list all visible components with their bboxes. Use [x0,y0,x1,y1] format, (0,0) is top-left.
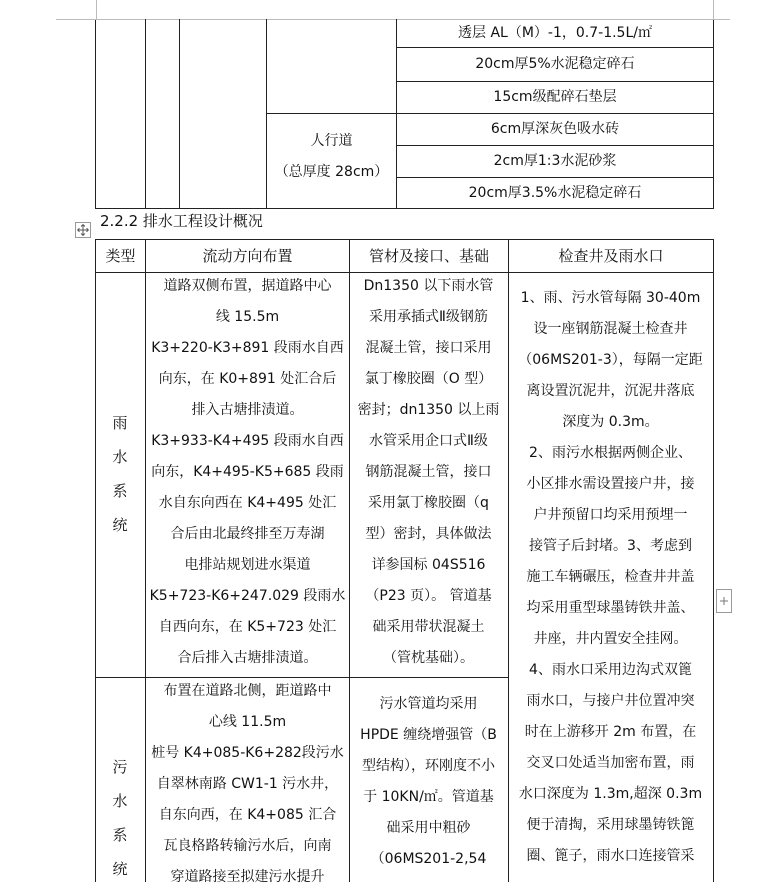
text-line: 于 10KN/㎡。管道基 [363,789,494,805]
sidewalk-label: 人行道 [310,132,353,149]
text-line: 污水管道均采用 [379,696,478,712]
text-line: 自东向西，在 K4+085 汇合 [158,807,337,823]
type-char: 统 [112,860,128,878]
text-line: 深度为 0.3m。 [562,414,659,430]
text-line: 道路双侧布置，据道路中心 [163,278,332,294]
sidewalk-thickness: （总厚度 28cm） [274,163,389,180]
text-line: 水管采用企口式Ⅱ级 [369,433,488,449]
type-char: 系 [112,826,128,844]
text-line: 型结构），环刚度不小 [362,758,495,774]
text-line: （06MS201-2,54 [370,851,487,867]
text-line: 型）密封，具体做法 [365,526,492,542]
type-char: 污 [112,758,128,776]
section-heading: 2.2.2 排水工程设计概况 [100,212,263,230]
text-line: 便于清掏，采用球墨铸铁篦 [526,817,695,833]
text-line: 采用承插式Ⅱ级钢筋 [369,309,488,325]
text-line: K3+220-K3+891 段雨水自西 [151,340,344,356]
col-divider [179,19,180,209]
header-inspection: 检查井及雨水口 [558,246,664,265]
layer-cell: 20cm厚5%水泥稳定碎石 [475,56,635,72]
text-line: 瓦良格路转输污水后，向南 [163,838,332,854]
header-flow: 流动方向布置 [202,246,293,265]
sewage-flow-text [147,676,348,893]
text-line: 向东，在 K0+891 处汇合后 [158,371,337,387]
text-line: 布置在道路北侧，距道路中 [163,683,332,699]
layer-cell: 透层 AL（M）-1，0.7-1.5L/㎡ [458,24,652,41]
table-bottom-edge [95,208,714,209]
text-line: 小区排水需设置接户井，接 [526,476,695,492]
text-line: 水口深度为 1.3m,超深 0.3m [518,786,703,802]
text-line: 心线 11.5m [208,714,287,730]
text-line: 向东，K4+495-K5+685 段雨 [151,464,344,480]
text-line: 离设置沉泥井，沉泥井落底 [526,383,695,399]
layer-cell: 20cm厚3.5%水泥稳定碎石 [468,184,642,201]
text-line: 自翠林南路 CW1-1 污水井， [156,776,339,792]
text-line: 合后由北最终排至万寿湖 [170,526,325,542]
text-line: 设一座钢筋混凝土检查井 [533,321,688,337]
text-line: 4、雨水口采用边沟式双篦 [529,662,692,678]
col-divider [713,19,714,209]
type-char: 水 [112,448,128,466]
move-cross-icon[interactable] [75,222,91,238]
sewage-type-label [107,750,133,886]
text-line: 采用氯丁橡胶圈（q [368,495,489,511]
text-line: 密封；dn1350 以上雨 [357,402,500,418]
text-line: 施工车辆碾压，检查井井盖 [526,569,695,585]
text-line: 交叉口处适当加密布置，雨 [526,755,695,771]
text-line: 水自东向西在 K4+495 处汇 [158,495,337,511]
layer-cell: 2cm厚1:3水泥砂浆 [493,153,617,169]
text-line: 圈、篦子，雨水口连接管采 [526,848,695,864]
rain-pipe-text [350,271,507,674]
text-line: 础采用中粗砂 [386,820,471,836]
text-line: K3+933-K4+495 段雨水自西 [151,433,344,449]
rain-flow-text [147,271,348,674]
col-divider [95,239,96,882]
text-line: HPDE 缠绕增强管（B [360,727,497,743]
text-line: 井座，井内置安全挂网。 [533,631,688,647]
text-line: 雨水口，与接户井位置冲突 [526,693,695,709]
text-line: 电排站规划进水渠道 [184,557,311,573]
crop-mark-left [56,0,97,20]
text-line: 自西向东，在 K5+723 处汇 [158,619,337,635]
text-line: （06MS201-3），每隔一定距 [518,352,703,368]
text-line: K5+723-K6+247.029 段雨水 [149,588,346,604]
layer-cell: 6cm厚深灰色吸水砖 [490,121,620,137]
text-line: 桩号 K4+085-K6+282段污水 [151,745,344,761]
sewage-pipe-text [350,689,507,875]
text-line: 2、雨污水根据两侧企业、 [529,445,692,461]
text-line: （管枕基础）。 [383,650,474,666]
text-line: 接管子后封堵。3、考虑到 [529,538,692,554]
col-divider [145,239,146,882]
text-line: 户井预留口均采用预埋一 [533,507,688,523]
header-pipe: 管材及接口、基础 [368,246,489,265]
text-line: 1、雨、污水管每隔 30-40m [520,290,701,306]
type-char: 雨 [112,414,128,432]
text-line: 穿道路接至拟建污水提升 [170,869,325,885]
col-divider [145,19,146,209]
text-line: 氯丁橡胶圈（O 型） [364,371,493,387]
type-char: 统 [112,516,128,534]
layer-cell: 15cm级配碎石垫层 [493,89,617,105]
type-char: 水 [112,792,128,810]
text-line: 详参国标 04S516 [371,557,486,573]
type-char: 系 [112,482,128,500]
text-line: 时在上游移开 2m 布置，在 [524,724,697,740]
text-line: 线 15.5m [215,309,280,325]
plus-icon[interactable] [716,589,732,613]
header-type: 类型 [105,246,136,265]
text-line: 均采用重型球墨铸铁井盖、 [526,600,695,616]
text-line: 混凝土管，接口采用 [365,340,492,356]
crop-mark-right [713,0,730,20]
text-line: 排入古塘排渍道。 [191,402,304,418]
text-line: 础采用带状混凝土 [372,619,485,635]
inspection-text [509,283,712,872]
text-line: 合后排入古塘排渍道。 [177,650,318,666]
col-divider [713,239,714,882]
rain-type-label [107,406,133,542]
text-line: Dn1350 以下雨水管 [363,278,494,294]
col-divider [95,19,96,209]
text-line: 钢筋混凝土管，接口 [365,464,492,480]
text-line: （P23 页）。 管道基 [365,588,492,604]
